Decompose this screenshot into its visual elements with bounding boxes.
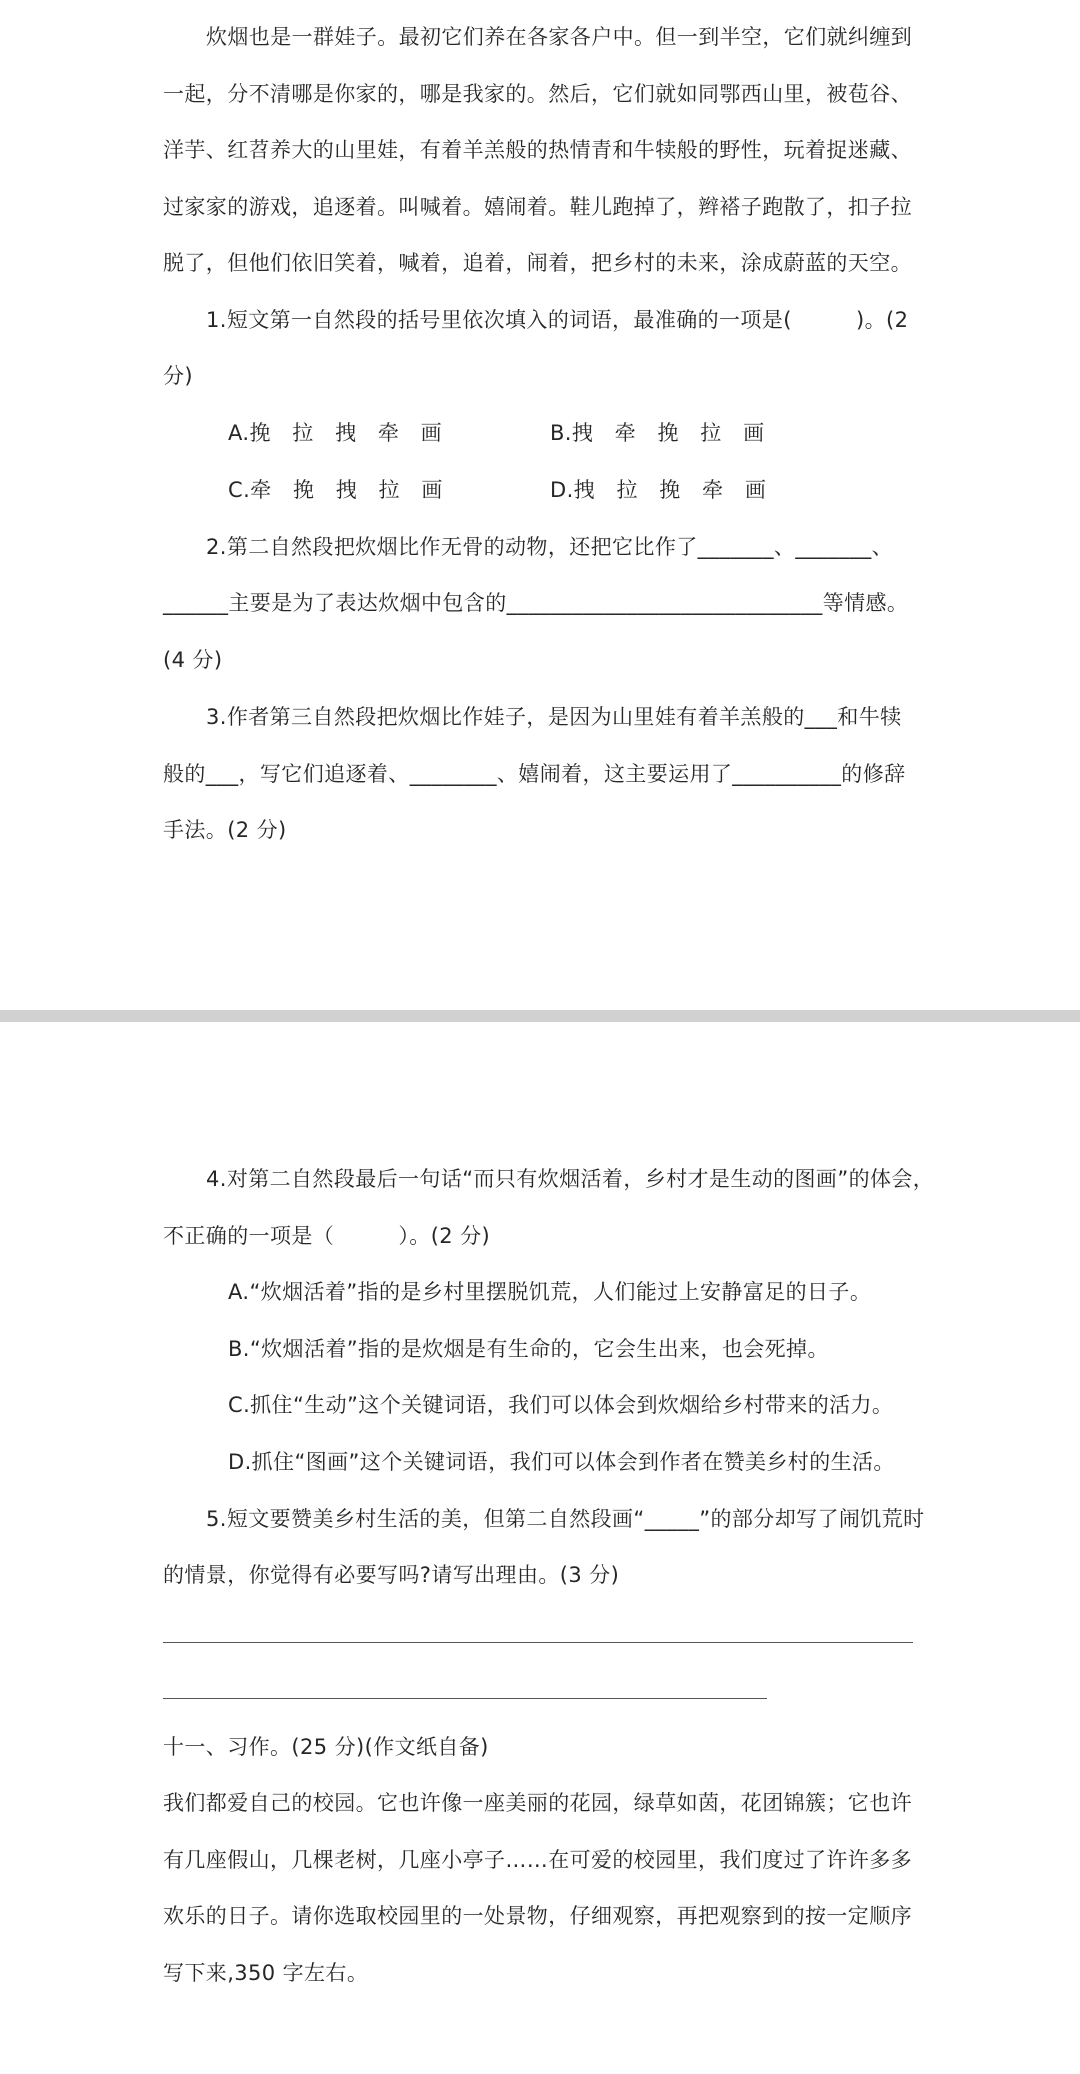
- exam-page-2: [0, 1022, 1080, 2074]
- q4-option-c: C.抓住“生动”这个关键词语，我们可以体会到炊烟给乡村带来的活力。: [228, 1393, 894, 1417]
- essay-prompt-line: 写下来,350 字左右。: [163, 1961, 369, 1985]
- essay-prompt-line: 我们都爱自己的校园。它也许像一座美丽的花园，绿草如茵，花团锦簇；它也许: [163, 1791, 912, 1815]
- question-2-text: ______主要是为了表达炊烟中包含的_____________________________等情感。: [163, 591, 909, 615]
- exam-page-1: [0, 0, 1080, 1010]
- essay-prompt-line: 有几座假山，几棵老树，几座小亭子……在可爱的校园里，我们度过了许许多多: [163, 1848, 912, 1872]
- passage-line: 炊烟也是一群娃子。最初它们养在各家各户中。但一到半空，它们就纠缠到: [206, 25, 913, 49]
- question-2-text: 2.第二自然段把炊烟比作无骨的动物，还把它比作了_______、_______、: [206, 535, 894, 559]
- essay-prompt-line: 欢乐的日子。请你选取校园里的一处景物，仔细观察，再把观察到的按一定顺序: [163, 1904, 912, 1928]
- question-4-text: 4.对第二自然段最后一句话“而只有炊烟活着，乡村才是生动的图画”的体会，: [206, 1167, 935, 1191]
- passage-line: 一起，分不清哪是你家的，哪是我家的。然后，它们就如同鄂西山里，被苞谷、: [163, 82, 912, 106]
- passage-line: 洋芋、红苕养大的山里娃，有着羊羔般的热情青和牛犊般的野性，玩着捉迷藏、: [163, 138, 912, 162]
- question-2-text: (4 分): [163, 648, 223, 672]
- question-3-text: 般的___，写它们追逐着、________、嬉闹着，这主要运用了__________的修辞: [163, 762, 906, 786]
- q4-option-d: D.抓住“图画”这个关键词语，我们可以体会到作者在赞美乡村的生活。: [228, 1450, 895, 1474]
- page-divider: [0, 1010, 1080, 1022]
- question-4-text: 不正确的一项是（ ）。(2 分): [163, 1224, 491, 1248]
- question-3-text: 手法。(2 分): [163, 818, 287, 842]
- section-11-title: 十一、习作。(25 分)(作文纸自备): [163, 1735, 489, 1759]
- question-3-text: 3.作者第三自然段把炊烟比作娃子，是因为山里娃有着羊羔般的___和牛犊: [206, 705, 902, 729]
- q1-option-c: C.牵 挽 拽 拉 画: [228, 478, 443, 502]
- passage-line: 脱了，但他们依旧笑着，喊着，追着，闹着，把乡村的未来，涂成蔚蓝的天空。: [163, 251, 912, 275]
- q1-option-b: B.拽 牵 挽 拉 画: [550, 421, 765, 445]
- q1-option-d: D.拽 拉 挽 牵 画: [550, 478, 767, 502]
- q4-option-a: A.“炊烟活着”指的是乡村里摆脱饥荒，人们能过上安静富足的日子。: [228, 1280, 872, 1304]
- question-1-text: 分): [163, 364, 193, 388]
- question-1-text: 1.短文第一自然段的括号里依次填入的词语，最准确的一项是( )。(2: [206, 308, 909, 332]
- question-5-text: 5.短文要赞美乡村生活的美，但第二自然段画“_____”的部分却写了闹饥荒时: [206, 1507, 925, 1531]
- answer-line: [163, 1642, 913, 1643]
- q1-option-a: A.挽 拉 拽 牵 画: [228, 421, 443, 445]
- passage-line: 过家家的游戏，追逐着。叫喊着。嬉闹着。鞋儿跑掉了，辫褡子跑散了，扣子拉: [163, 195, 912, 219]
- q4-option-b: B.“炊烟活着”指的是炊烟是有生命的，它会生出来，也会死掉。: [228, 1337, 829, 1361]
- question-5-text: 的情景，你觉得有必要写吗?请写出理由。(3 分): [163, 1563, 620, 1587]
- answer-line: [163, 1698, 767, 1699]
